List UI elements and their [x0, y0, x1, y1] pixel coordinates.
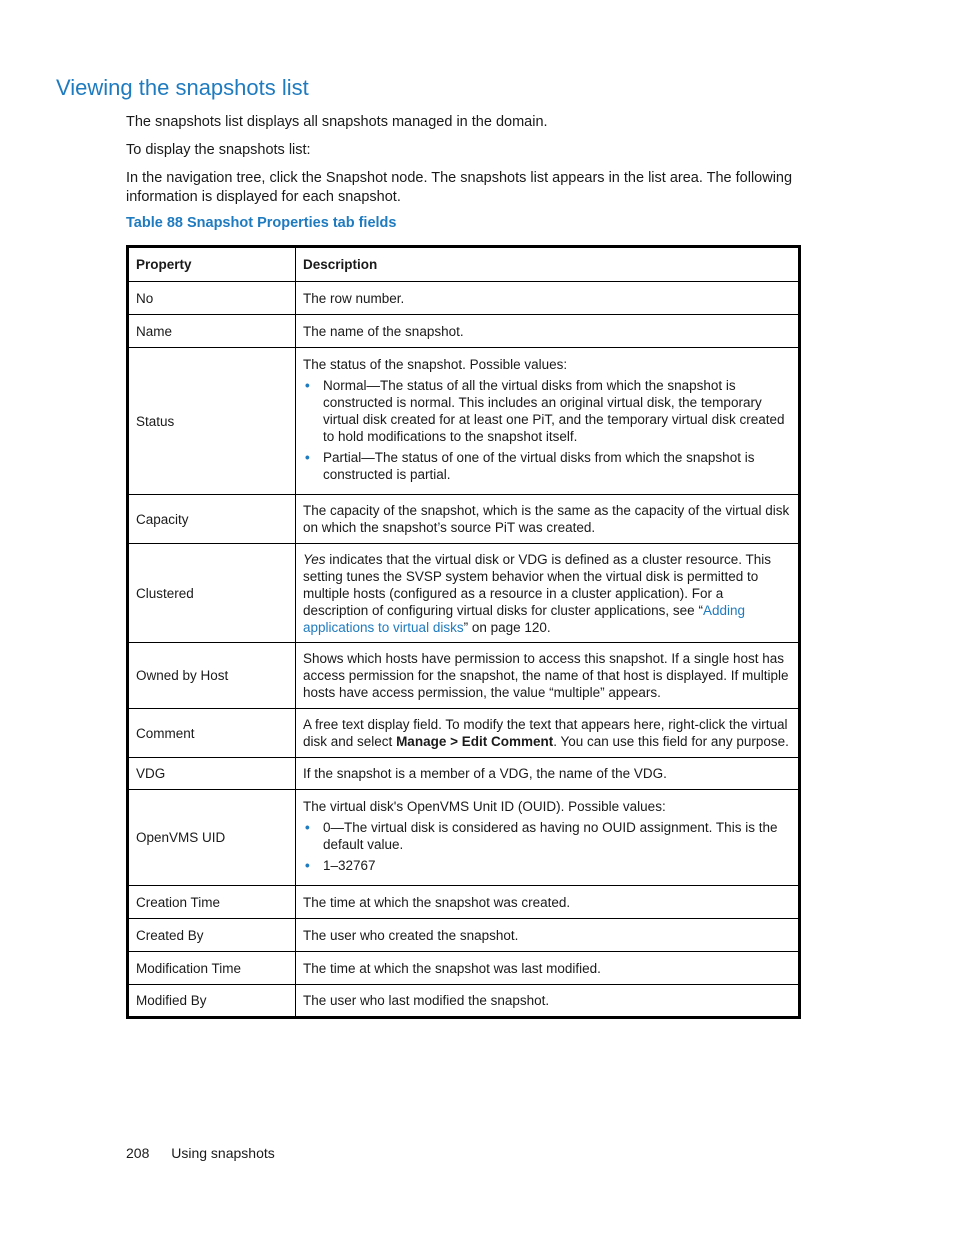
bullet-text: 0—The virtual disk is considered as having no OUID assignment. This is the default value.	[323, 819, 778, 852]
values-list	[303, 819, 791, 874]
bullet-icon: •	[305, 377, 310, 393]
property-cell: OpenVMS UID	[128, 790, 296, 886]
list-item	[303, 857, 791, 874]
property-cell: Name	[128, 315, 296, 348]
table-header-row	[128, 247, 800, 282]
table-row	[128, 544, 800, 643]
description-text: indicates that the virtual disk or VDG is defined as a cluster resource. This setting tunes the SVSP system behavior when the virtual disk is permitted to multiple hosts (configured as a resource in a cluster application). For a description of configuring virtual disks for cluster applications, see “	[303, 551, 771, 618]
property-cell: Clustered	[128, 544, 296, 643]
bullet-icon: •	[305, 857, 310, 873]
bullet-icon: •	[305, 819, 310, 835]
description-cell	[296, 544, 800, 643]
italic-yes: Yes	[303, 551, 326, 567]
header-description: Description	[296, 247, 800, 282]
property-cell: Status	[128, 348, 296, 495]
property-cell: No	[128, 282, 296, 315]
description-cell	[296, 709, 800, 758]
intro-paragraph: The snapshots list displays all snapshots managed in the domain.	[126, 114, 548, 130]
list-item	[303, 449, 791, 483]
table-row	[128, 282, 800, 315]
table-row	[128, 315, 800, 348]
table-row	[128, 348, 800, 495]
table-row	[128, 643, 800, 709]
description-cell	[296, 348, 800, 495]
table-row	[128, 495, 800, 544]
table-row	[128, 952, 800, 985]
cross-reference-link[interactable]: Adding applications to virtual disks	[303, 602, 745, 635]
description-cell: Shows which hosts have permission to access this snapshot. If a single host has access permission for the snapshot, the name of that host is displayed. If multiple hosts have access permission, the value “multiple” appears.	[296, 643, 800, 709]
footer-section-title: Using snapshots	[171, 1145, 275, 1161]
description-cell: The user who last modified the snapshot.	[296, 985, 800, 1018]
description-cell: The user who created the snapshot.	[296, 919, 800, 952]
header-property: Property	[128, 247, 296, 282]
description-text-end: ” on page 120.	[463, 619, 551, 635]
to-display-paragraph: To display the snapshots list:	[126, 142, 311, 158]
snapshot-properties-table	[126, 245, 801, 1019]
page-footer	[126, 1145, 275, 1161]
page-number: 208	[126, 1145, 150, 1161]
description-cell: If the snapshot is a member of a VDG, the name of the VDG.	[296, 758, 800, 790]
description-cell	[296, 790, 800, 886]
property-cell: Modification Time	[128, 952, 296, 985]
description-cell: The row number.	[296, 282, 800, 315]
property-cell: VDG	[128, 758, 296, 790]
list-item	[303, 377, 791, 445]
property-cell: Created By	[128, 919, 296, 952]
description-cell: The time at which the snapshot was last modified.	[296, 952, 800, 985]
table-row	[128, 919, 800, 952]
table-row	[128, 790, 800, 886]
property-cell: Creation Time	[128, 886, 296, 919]
description-intro: The virtual disk's OpenVMS Unit ID (OUID). Possible values:	[303, 798, 666, 814]
bullet-text: Partial—The status of one of the virtual disks from which the snapshot is constructed is partial.	[323, 449, 755, 482]
table-row	[128, 709, 800, 758]
table-row	[128, 758, 800, 790]
description-intro: The status of the snapshot. Possible values:	[303, 356, 568, 372]
bullet-icon: •	[305, 449, 310, 465]
property-cell: Capacity	[128, 495, 296, 544]
description-cell: The name of the snapshot.	[296, 315, 800, 348]
table-caption: Table 88 Snapshot Properties tab fields	[126, 215, 397, 231]
property-cell: Owned by Host	[128, 643, 296, 709]
property-cell: Modified By	[128, 985, 296, 1018]
bullet-text: 1–32767	[323, 857, 376, 873]
description-cell: The time at which the snapshot was created.	[296, 886, 800, 919]
section-heading: Viewing the snapshots list	[56, 75, 309, 100]
property-cell: Comment	[128, 709, 296, 758]
values-list	[303, 377, 791, 483]
menu-path: Manage > Edit Comment	[396, 734, 554, 749]
table-row	[128, 886, 800, 919]
instruction-paragraph: In the navigation tree, click the Snapshot node. The snapshots list appears in the list area. The following information is displayed for each snapshot.	[126, 170, 793, 205]
description-text: A free text display field. To modify the text that appears here, right-click the virtual disk and select	[303, 717, 788, 749]
table-row	[128, 985, 800, 1018]
bullet-text: Normal—The status of all the virtual disks from which the snapshot is constructed is normal. This includes an original virtual disk, the temporary virtual disk created for at least one PiT, and the temporary virtual disk created to hold modifications to the snapshot itself.	[323, 377, 785, 444]
description-text-end: . You can use this field for any purpose.	[553, 734, 789, 749]
list-item	[303, 819, 791, 853]
description-cell: The capacity of the snapshot, which is the same as the capacity of the virtual disk on which the snapshot’s source PiT was created.	[296, 495, 800, 544]
